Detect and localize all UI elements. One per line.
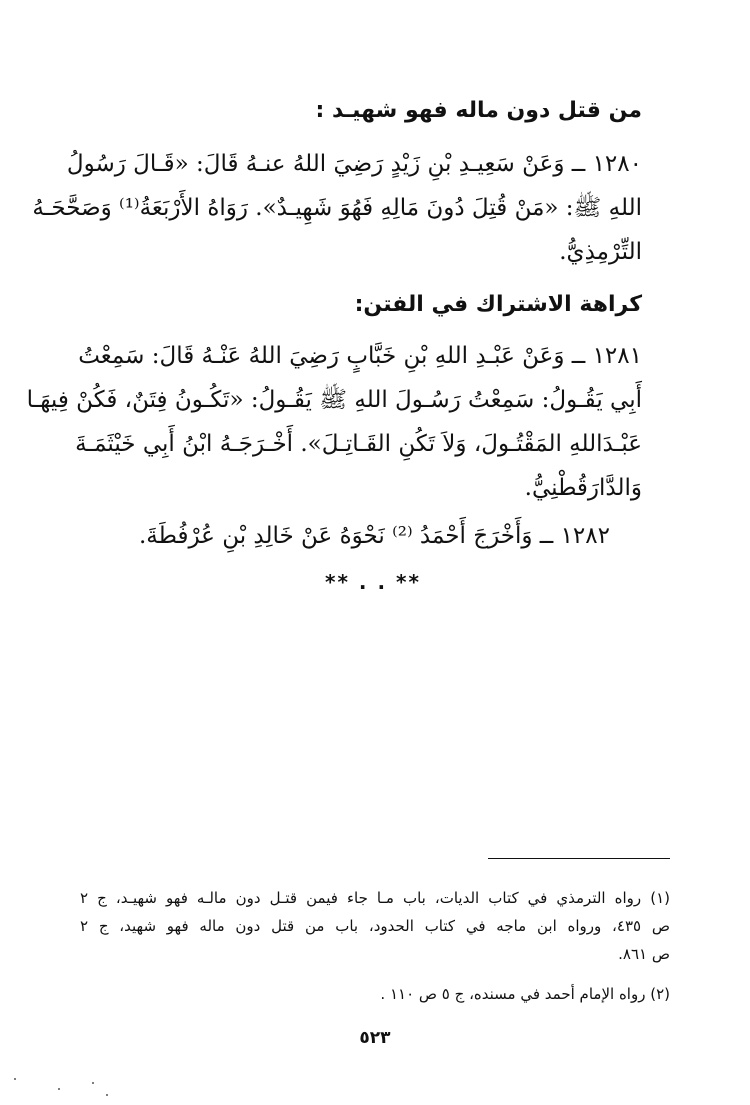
footnote-1-line-2: ص ٤٣٥، ورواه ابن ماجه في كتاب الحدود، باب من قتل دون ماله فهو شهيد، ج ٢	[80, 917, 670, 935]
scan-speck	[92, 1082, 94, 1084]
hadith-1280-line-2: اللهِ ﷺ: «مَنْ قُتِلَ دُونَ مَالِهِ فَهُوَ شَهِيـدٌ». رَوَاهُ الأَرْبَعَةُ⁽¹⁾ وَصَحَّحَـهُ	[32, 195, 642, 221]
section-heading-fitan: كراهة الاشتراك في الفتن:	[354, 292, 642, 317]
hadith-1281-line-3: عَبْـدَاللهِ المَقْتُـولَ، وَلاَ تَكُنِ القَـاتِـلَ». أَخْـرَجَـهُ ابْنُ أَبِي خَيْثَمَـةَ	[75, 431, 642, 457]
page-number: ٥٢٣	[359, 1028, 391, 1048]
hadith-1281-line-2: أَبِي يَقُـولُ: سَمِعْتُ رَسُـولَ اللهِ ﷺ يَقُـولُ: «تَكُـونُ فِتَنٌ، فَكُنْ فِيهَـا	[26, 387, 642, 413]
hadith-1280-line-3: التِّرْمِذِيُّ.	[559, 239, 642, 265]
footnote-divider	[488, 858, 670, 859]
hadith-1280-line-1: ١٢٨٠ ــ وَعَنْ سَعِيـدِ بْنِ زَيْدٍ رَضِيَ اللهُ عنـهُ قَالَ: «قَـالَ رَسُولُ	[66, 151, 642, 177]
section-separator: ** . . **	[325, 570, 421, 594]
section-heading-martyr: من قتل دون ماله فهو شهيـد :	[315, 98, 642, 123]
scan-speck	[14, 1078, 16, 1080]
footnote-1-line-1: (١) رواه الترمذي في كتاب الديات، باب مـا جاء فيمن قتـل دون مالـه فهو شهيـد، ج ٢	[80, 889, 670, 907]
hadith-1281-line-1: ١٢٨١ ــ وَعَنْ عَبْـدِ اللهِ بْنِ خَبَّابٍ رَضِيَ اللهُ عَنْـهُ قَالَ: سَمِعْتُ	[78, 343, 642, 369]
footnote-1-line-3: ص ٨٦١.	[618, 945, 670, 963]
scan-speck	[106, 1094, 108, 1096]
scan-speck	[58, 1088, 60, 1090]
footnote-2: (٢) رواه الإمام أحمد في مسنده، ج ٥ ص ١١٠ .	[380, 985, 670, 1003]
hadith-1281-line-4: وَالدَّارَقُطْنِيُّ.	[524, 475, 642, 501]
hadith-1282: ١٢٨٢ ــ وَأَخْرَجَ أَحْمَدُ ⁽²⁾ نَحْوَهُ عَنْ خَالِدِ بْنِ عُرْفُطَةَ.	[138, 523, 610, 549]
